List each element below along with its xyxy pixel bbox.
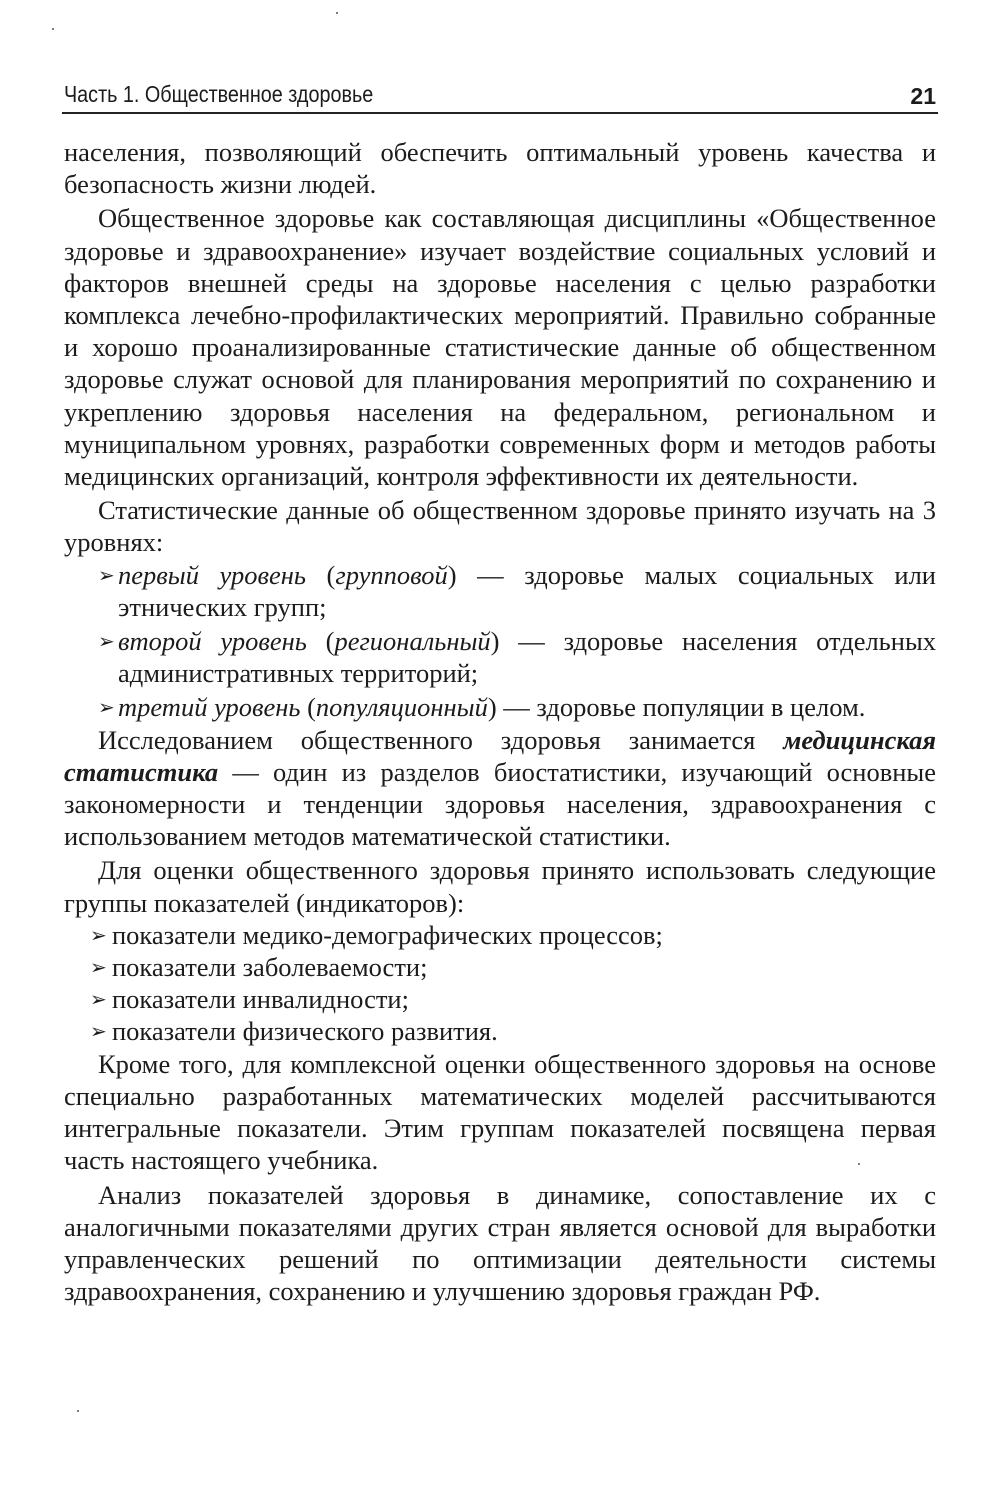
list-item: ➢ третий уровень (популяционный) — здоровье популяции в целом. (98, 692, 866, 723)
indicator-text: показатели физического развития. (112, 1016, 498, 1047)
key-term: медицинская статистика (64, 724, 936, 787)
scan-speck (858, 1163, 860, 1165)
header-title: Часть 1. Общественное здоровье (64, 81, 374, 107)
paragraph-indicators-intro: Для оценки общественного здоровья принято использовать следующие группы показателей (индикаторов): (64, 855, 936, 918)
arrow-bullet-icon: ➢ (90, 955, 107, 980)
level-description: — здоровье малых социальных или этнических групп; (118, 559, 936, 622)
level-qualifier: групповой (335, 559, 448, 590)
paragraph-public-health-definition: Общественное здоровье как составляющая дисциплины «Общественное здоровье и здравоохранение» изучает воздействие социальных условий и факторов внешней среды на здоровье населения с целью разработки комплекса лечебно-профилактических мероприятий. Правильно собранные и хорошо проанализированные статистические данные об общественном здоровье служат основой для планирования мероприятий по сохранению и укреплению здоровья населения на федеральном, региональном и муниципальном уровнях, разработки современных форм и методов работы медицинских организаций, контроля эффективности их деятельности. (64, 203, 936, 492)
list-item: ➢ второй уровень (региональный) — здоровье населения отдельных административных территорий; (98, 626, 937, 689)
paragraph-dynamics-analysis: Анализ показателей здоровья в динамике, сопоставление их с аналогичными показателями других стран является основой для выработки управленческих решений по оптимизации деятельности системы здравоохранения, сохранению и улучшению здоровья граждан РФ. (64, 1179, 936, 1307)
indicators-list (64, 919, 936, 1048)
indicator-text: показатели заболеваемости; (112, 952, 428, 983)
level-description: — здоровье населения отдельных административных территорий; (118, 626, 937, 689)
arrow-bullet-icon: ➢ (90, 1019, 107, 1044)
list-item (64, 919, 936, 951)
arrow-bullet-icon: ➢ (98, 695, 115, 720)
level-description: — здоровье популяции в целом. (496, 692, 866, 723)
levels-list (64, 559, 936, 724)
paragraph-medical-statistics (64, 724, 936, 853)
paragraph-continuation: населения, позволяющий обеспечить оптимальный уровень качества и безопасность жизни людей. (64, 137, 936, 200)
paragraph-levels-intro: Статистические данные об общественном здоровье принято изучать на 3 уровнях: (64, 495, 936, 558)
scan-speck (336, 12, 338, 14)
level-qualifier: региональный (334, 626, 491, 657)
arrow-bullet-icon: ➢ (90, 987, 107, 1012)
level-term: первый уровень (118, 559, 306, 590)
level-term: второй уровень (118, 626, 307, 657)
page-number: 21 (910, 83, 936, 109)
paragraph-integral-indicators: Кроме того, для комплексной оценки общественного здоровья на основе специально разработанных математических моделей рассчитываются интегральные показатели. Этим группам показателей посвящена первая часть настоящего учебника. (64, 1048, 936, 1176)
level-qualifier: популяционный (315, 692, 488, 723)
running-header (62, 76, 938, 114)
list-item (64, 951, 936, 983)
indicator-text: показатели медико-демографических процессов; (112, 919, 663, 950)
arrow-bullet-icon: ➢ (90, 922, 107, 947)
arrow-bullet-icon: ➢ (98, 562, 115, 587)
paragraph-medical-statistics-end: — один из разделов биостатистики, изучающий основные закономерности и тенденции здоровья населения, здравоохранения с использованием методов математической статистики. (64, 756, 936, 852)
scan-speck (77, 1410, 79, 1412)
scan-speck (52, 28, 54, 30)
body-text (64, 136, 936, 1307)
list-item (64, 1015, 936, 1047)
list-item (64, 983, 936, 1015)
level-term: третий уровень (118, 692, 301, 723)
list-item: ➢ первый уровень (групповой) — здоровье малых социальных или этнических групп; (98, 559, 936, 622)
indicator-text: показатели инвалидности; (112, 984, 409, 1015)
paragraph-medical-statistics-start: Исследованием общественного здоровья занимается (98, 724, 784, 755)
arrow-bullet-icon: ➢ (98, 629, 115, 654)
